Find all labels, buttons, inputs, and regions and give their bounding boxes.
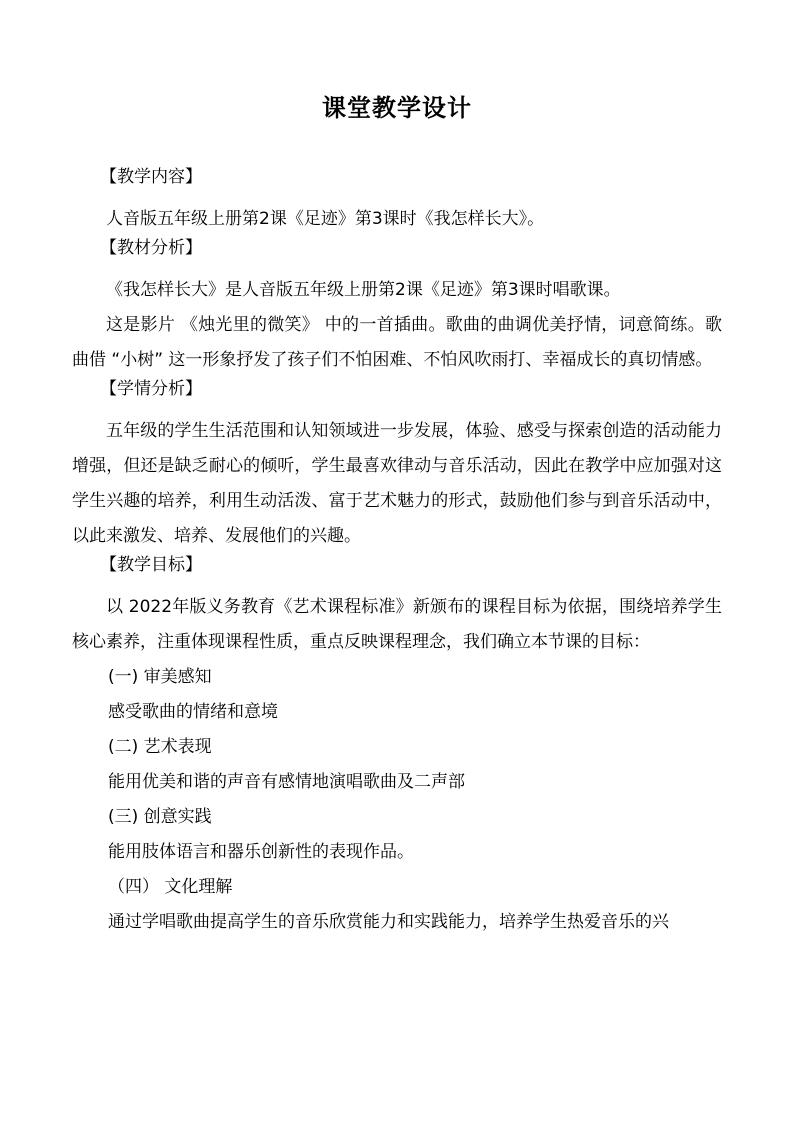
goal-item-creative-heading: (三) 创意实践 <box>108 807 212 827</box>
teaching-goals-intro: 以 2022年版义务教育《艺术课程标准》新颁布的课程目标为依据，围绕培养学生核心素养，注重体现课程性质，重点反映课程理念，我们确立本节课的目标： <box>72 597 722 652</box>
section-heading-student-analysis: 【学情分析】 <box>100 379 202 399</box>
section-student-analysis <box>72 378 722 554</box>
goal-item-aesthetic-heading: (一) 审美感知 <box>108 667 212 687</box>
teaching-content-text: 人音版五年级上册第2课《足迹》第3课时《我怎样长大》。 <box>106 209 545 229</box>
material-analysis-paragraph-1: 《我怎样长大》是人音版五年级上册第2课《足迹》第3课时唱歌课。 <box>106 280 621 300</box>
goal-item-culture-heading: （四） 文化理解 <box>108 877 233 897</box>
section-heading-material-analysis: 【教材分析】 <box>100 238 202 258</box>
section-material-analysis <box>72 237 722 378</box>
goal-item-aesthetic-text: 感受歌曲的情绪和意境 <box>108 702 278 722</box>
section-teaching-content <box>72 166 722 237</box>
material-analysis-paragraph-2: 这是影片 《烛光里的微笑》 中的一首插曲。歌曲的曲调优美抒情，词意简练。歌曲借 “小树” 这一形象抒发了孩子们不怕困难、不怕风吹雨打、幸福成长的真切情感。 <box>72 315 722 370</box>
goal-item-artistic-text: 能用优美和谐的声音有感情地演唱歌曲及二声部 <box>108 772 465 792</box>
section-heading-teaching-goals: 【教学目标】 <box>100 555 202 575</box>
section-teaching-goals <box>72 554 722 940</box>
student-analysis-paragraph: 五年级的学生生活范围和认知领域进一步发展，体验、感受与探索创造的活动能力增强，但还是缺乏耐心的倾听，学生最喜欢律动与音乐活动，因此在教学中应加强对这学生兴趣的培养，利用生动活泼、富于艺术魅力的形式，鼓励他们参与到音乐活动中，以此来激发、培养、发展他们的兴趣。 <box>72 421 722 546</box>
goal-item-creative-text: 能用肢体语言和器乐创新性的表现作品。 <box>108 842 414 862</box>
section-heading-teaching-content: 【教学内容】 <box>100 167 202 187</box>
goal-item-culture-text: 通过学唱歌曲提高学生的音乐欣赏能力和实践能力，培养学生热爱音乐的兴 <box>108 912 669 932</box>
goal-item-artistic-heading: (二) 艺术表现 <box>108 737 212 757</box>
page-title: 课堂教学设计 <box>322 94 472 122</box>
